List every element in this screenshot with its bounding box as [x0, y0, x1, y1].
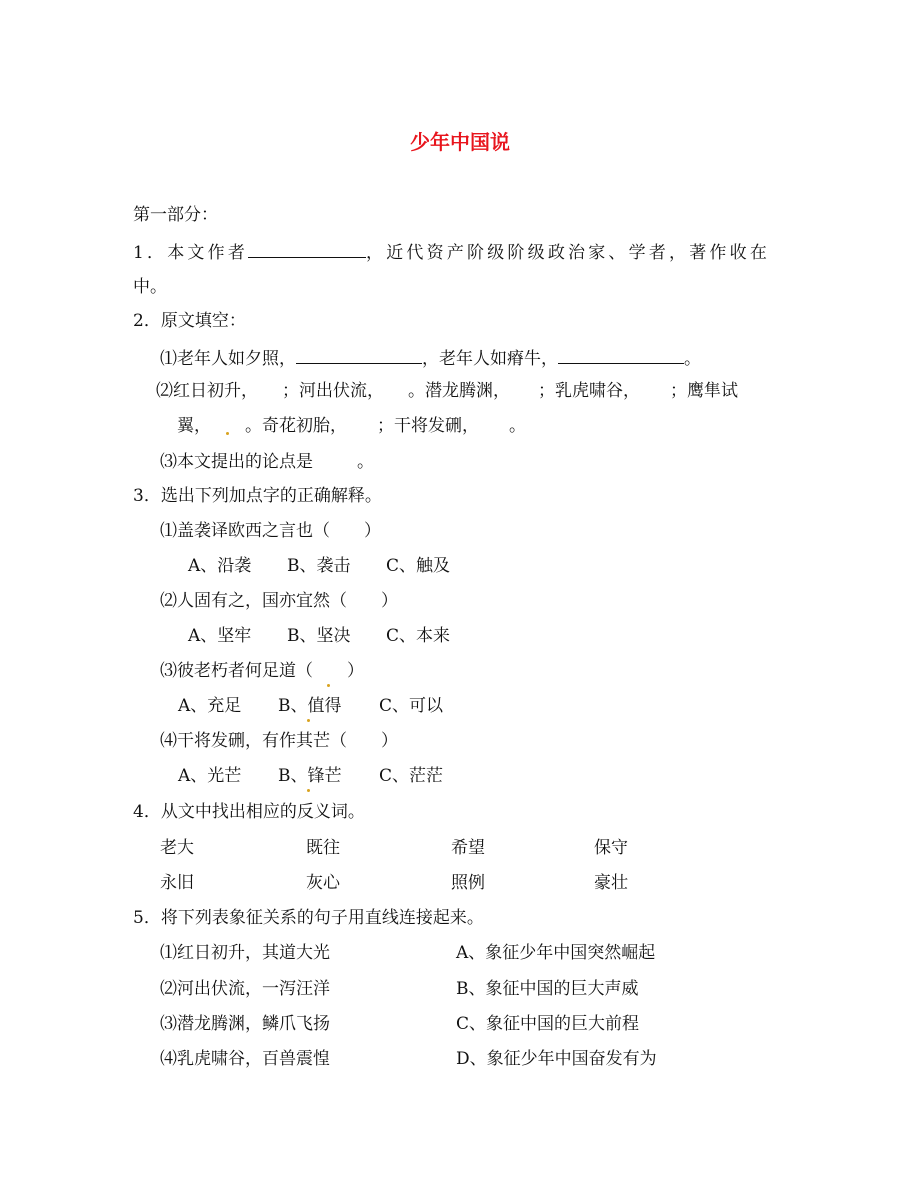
q3-heading: 3．选出下列加点字的正确解释。: [133, 486, 382, 506]
q2-sub2-seg: ⑵红日初升，: [156, 381, 258, 401]
option-c[interactable]: C、茫茫: [379, 766, 444, 786]
q1-continuation: 中。: [133, 277, 167, 297]
q2-sub3-text: ⑶本文提出的论点是: [160, 452, 313, 472]
option-c[interactable]: C、可以: [379, 696, 444, 716]
option-a[interactable]: A、沿袭: [188, 556, 252, 576]
part-label: 第一部分：: [133, 205, 218, 225]
q5-heading: 5．将下列表象征关系的句子用直线连接起来。: [133, 908, 484, 928]
q5-right-a[interactable]: A、象征少年中国突然崛起: [456, 943, 656, 963]
q5-left-1[interactable]: ⑴红日初升，其道大光: [160, 943, 330, 963]
option-a[interactable]: A、充足: [178, 696, 242, 716]
q2-sub2-seg: ；鹰隼试: [670, 381, 738, 401]
option-b[interactable]: B、袭击: [287, 556, 351, 576]
option-b[interactable]: B、坚决: [287, 626, 351, 646]
q2-sub1-text-c: 。: [684, 349, 701, 369]
option-c[interactable]: C、触及: [386, 556, 451, 576]
q5-right-c[interactable]: C、象征中国的巨大前程: [456, 1014, 640, 1034]
q2-sub2-line1: [156, 379, 738, 403]
antonym-word: 希望: [451, 838, 485, 858]
emphasis-dot: [296, 659, 364, 683]
q3-item-3-paren: （ ）: [296, 661, 364, 681]
antonym-word: 照例: [451, 873, 485, 893]
antonym-word: 灰心: [306, 873, 340, 893]
q2-sub1-text-b: ，老年人如瘠牛，: [422, 349, 558, 369]
antonym-word: 永旧: [160, 873, 194, 893]
q2-sub2-line2: [177, 414, 526, 438]
q3-item-3-stem: [160, 659, 364, 683]
q2-sub1-blank-2[interactable]: [558, 345, 684, 364]
q2-sub2-seg: 。奇花初胎，: [245, 416, 347, 436]
option-a[interactable]: A、坚牢: [188, 626, 252, 646]
q5-right-b[interactable]: B、象征中国的巨大声威: [456, 979, 639, 999]
antonym-word: 豪壮: [594, 873, 628, 893]
option-a[interactable]: A、光芒: [178, 766, 242, 786]
q3-item-4-stem: ⑷干将发硎，有作其芒（ ）: [160, 731, 398, 751]
q2-sub2-seg: ；乳虎啸谷，: [538, 381, 640, 401]
page-title: 少年中国说: [410, 130, 510, 154]
antonym-word: 老大: [160, 838, 194, 858]
q2-sub2-seg: ；干将发硎，: [377, 416, 479, 436]
q2-sub2-seg: ；河出伏流，: [282, 381, 384, 401]
q1-suffix: ，近代资产阶级阶级政治家、学者，著作收在: [366, 243, 771, 263]
q1-prefix: 1．本文作者: [133, 243, 249, 263]
q3-item-2-stem: ⑵人固有之，国亦宜然（ ）: [160, 591, 398, 611]
option-b[interactable]: B、锋芒: [278, 766, 342, 786]
antonym-word: 既往: [306, 838, 340, 858]
option-c[interactable]: C、本来: [386, 626, 451, 646]
q5-left-4[interactable]: ⑷乳虎啸谷，百兽震惶: [160, 1049, 330, 1069]
q3-item-3-stem-text: ⑶彼老朽者何足道: [160, 661, 296, 681]
q2-sub1-text-a: ⑴老年人如夕照，: [160, 349, 296, 369]
q2-sub1: [160, 345, 701, 371]
q5-left-3[interactable]: ⑶潜龙腾渊，鳞爪飞扬: [160, 1014, 330, 1034]
q2-sub3: [160, 450, 374, 474]
q2-heading: 2．原文填空：: [133, 311, 246, 331]
q2-sub2-seg: 。: [509, 416, 526, 436]
q2-sub3-end: 。: [357, 452, 374, 472]
q5-left-2[interactable]: ⑵河出伏流，一泻汪洋: [160, 979, 330, 999]
q5-right-d[interactable]: D、象征少年中国奋发有为: [456, 1049, 657, 1069]
q2-sub2-seg: 翼，: [177, 416, 211, 436]
antonym-word: 保守: [594, 838, 628, 858]
q3-item-1-stem: ⑴盖袭译欧西之言也（ ）: [160, 521, 381, 541]
q2-sub2-seg: 。潜龙腾渊，: [408, 381, 510, 401]
q1-line: [133, 239, 770, 265]
q1-blank[interactable]: [248, 239, 366, 258]
option-b[interactable]: B、值得: [278, 696, 342, 716]
q4-heading: 4．从文中找出相应的反义词。: [133, 802, 365, 822]
q2-sub1-blank-1[interactable]: [296, 345, 422, 364]
